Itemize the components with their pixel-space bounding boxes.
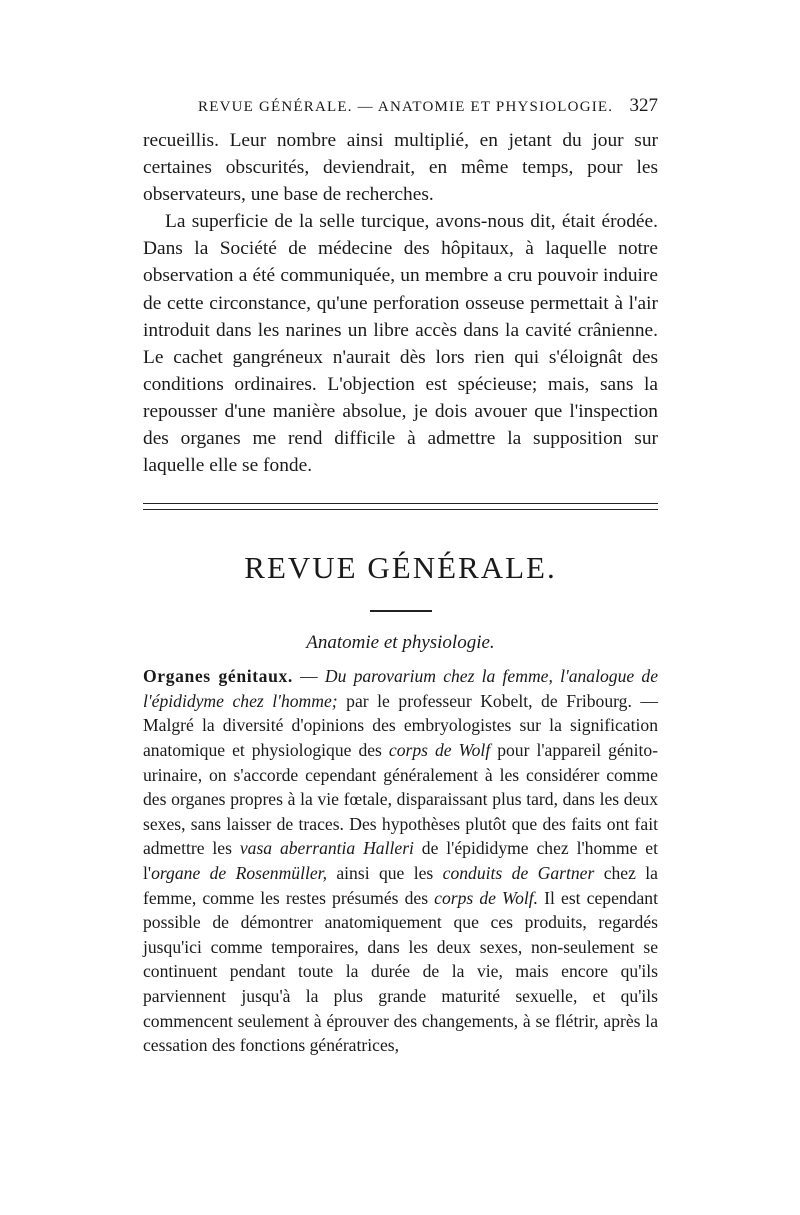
page-number: 327	[629, 95, 658, 116]
article-dash: —	[292, 666, 325, 687]
article-byline: par le professeur Kobelt, de Fribourg. — Malgré la diversité d'opinions des embryologistes sur la signification anatomique et physiologique des	[143, 690, 658, 760]
term-conduits-gartner: conduits de Gartner	[442, 862, 595, 883]
term-vasa-aberrantia: vasa aberrantia Halleri	[239, 838, 414, 859]
subsection-title: Anatomie et physiologie.	[306, 632, 495, 654]
page	[143, 95, 658, 1075]
continuation-text	[143, 127, 658, 479]
term-corps-de-wolf: corps de Wolf	[388, 740, 491, 760]
article-text-3: de l'épididyme chez l'homme et l'	[143, 838, 658, 883]
paragraph-2: La superficie de la selle turcique, avons-nous dit, était érodée. Dans la Société de médecine des hôpitaux, à laquelle notre observation a été communiquée, un membre a cru pouvoir induire de cette circonstance, qu'une perforation osseuse permettait à l'air introduit dans les narines un libre accès dans la cavité crânienne. Le cachet gangréneux n'aurait dès lors rien qui s'éloignât des conditions ordinaires. L'objection est spécieuse; mais, sans la repousser d'une manière absolue, je dois avouer que l'inspection des organes me rend difficile à admettre la supposition sur laquelle elle se fonde.	[143, 211, 658, 477]
double-rule-divider	[143, 503, 658, 510]
paragraph-1: recueillis. Leur nombre ainsi multiplié, en jetant du jour sur certaines obscurités, deviendrait, en même temps, pour les observateurs, une base de recherches.	[143, 130, 658, 206]
article-text-2: pour l'appareil génito-urinaire, on s'accorde cependant généralement à les considérer comme des organes propres à la vie fœtale, disparaissant plus tard, dans les deux sexes, sans laisser de traces. Des hypothèses plutôt que des faits ont fait admettre les	[143, 740, 658, 859]
article-title: Du parovarium chez la femme, l'analogue de l'épididyme chez l'homme;	[143, 666, 659, 711]
term-organe-rosenmuller: organe de Rosenmüller,	[151, 862, 327, 883]
article-text-5: chez la femme, comme les restes présumés des	[143, 862, 658, 908]
running-header	[143, 95, 658, 117]
article-text-4: ainsi que les	[326, 862, 443, 883]
article-lead: Organes génitaux.	[143, 666, 293, 687]
short-rule-divider	[370, 610, 432, 612]
article-paragraph	[143, 664, 658, 1058]
section-title: REVUE GÉNÉRALE.	[244, 550, 557, 586]
running-title: REVUE GÉNÉRALE. — ANATOMIE ET PHYSIOLOGIE.	[198, 99, 614, 115]
article-text-6: Il est cependant possible de démontrer anatomiquement que ces produits, regardés jusqu'ici comme temporaires, dans les deux sexes, non-seulement se continuent pendant toute la durée de la vie, mais encore qu'ils parviennent jusqu'à la plus grande maturité sexuelle, et qu'ils commencent seulement à éprouver des changements, à se flétrir, après la cessation des fonctions génératrices,	[143, 887, 658, 1056]
term-corps-de-wolf-2: corps de Wolf.	[434, 887, 539, 908]
